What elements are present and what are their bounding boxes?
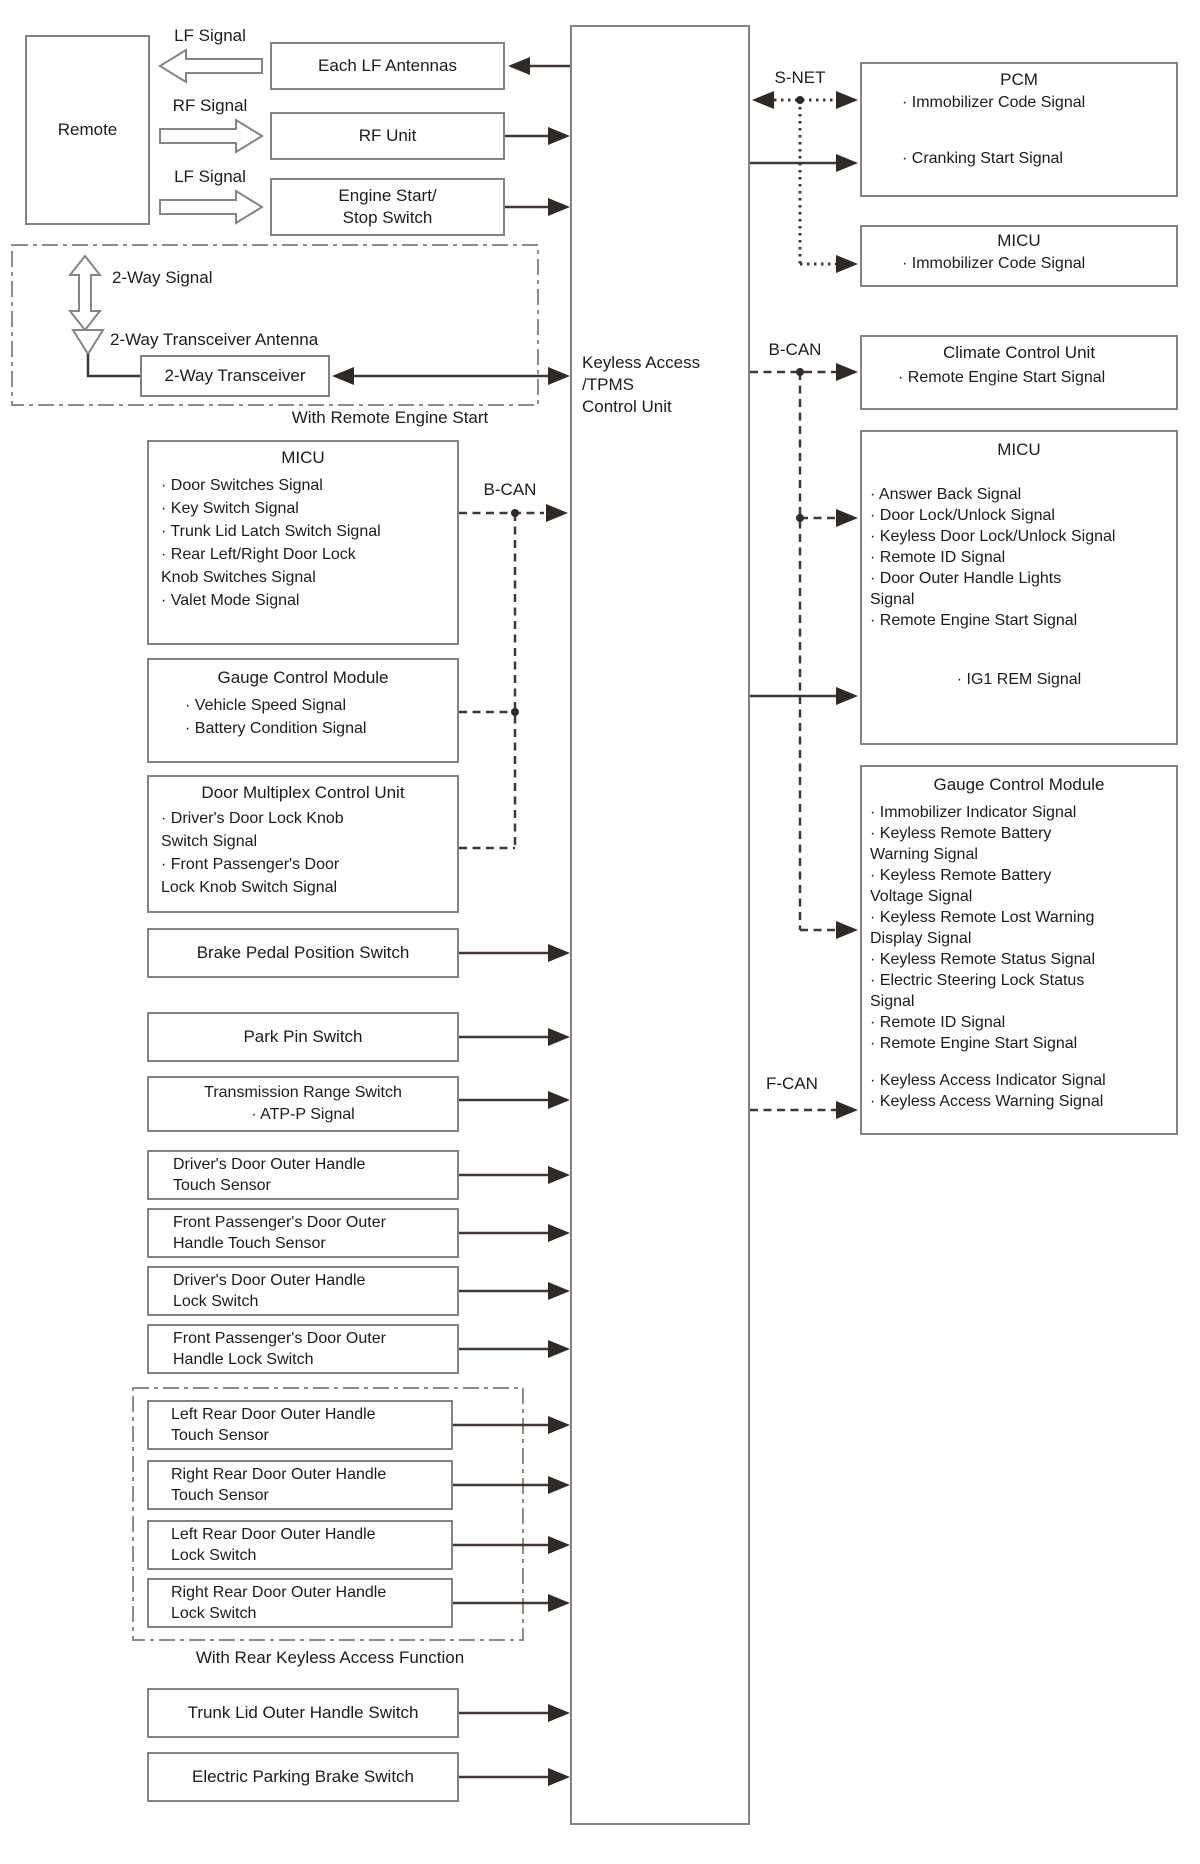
rf-signal-right-arrow-icon xyxy=(160,120,262,152)
right-rear-door-outer-handle-lock-switch-box: Right Rear Door Outer Handle Lock Switch xyxy=(147,1578,453,1628)
park-pin-switch-box: Park Pin Switch xyxy=(147,1012,459,1062)
with-rear-keyless-access-caption: With Rear Keyless Access Function xyxy=(195,1648,465,1667)
remote-box: Remote xyxy=(25,35,150,225)
left-rear-door-outer-handle-touch-sensor-box: Left Rear Door Outer Handle Touch Sensor xyxy=(147,1400,453,1450)
rf-signal-label: RF Signal xyxy=(172,96,248,115)
front-passengers-door-outer-handle-touch-sensor-box: Front Passenger's Door Outer Handle Touch Sensor xyxy=(147,1208,459,1258)
b-can-right-label: B-CAN xyxy=(768,340,822,359)
micu-immobilizer-box: MICU · Immobilizer Code Signal xyxy=(860,225,1178,287)
keyless-access-tpms-control-unit-box xyxy=(570,25,750,1825)
gauge-control-module-left-box: Gauge Control Module · Vehicle Speed Signal · Battery Condition Signal xyxy=(147,658,459,763)
lf-signal-label-1: LF Signal xyxy=(174,26,246,45)
ig1-rem-signal: · IG1 REM Signal xyxy=(956,671,1082,688)
two-way-transceiver-antenna-label: 2-Way Transceiver Antenna xyxy=(110,330,319,349)
f-can-label: F-CAN xyxy=(766,1074,818,1093)
rf-unit-box: RF Unit xyxy=(270,112,505,160)
s-net-bus xyxy=(752,91,858,273)
front-passengers-door-outer-handle-lock-switch-box: Front Passenger's Door Outer Handle Lock Switch xyxy=(147,1324,459,1374)
trunk-lid-outer-handle-switch-box: Trunk Lid Outer Handle Switch xyxy=(147,1688,459,1738)
two-way-signal-double-arrow-icon xyxy=(70,256,100,330)
lf-signal-left-arrow-icon xyxy=(160,50,262,82)
s-net-label: S-NET xyxy=(774,68,826,87)
right-rear-door-outer-handle-touch-sensor-box: Right Rear Door Outer Handle Touch Sensor xyxy=(147,1460,453,1510)
door-multiplex-control-unit-box: Door Multiplex Control Unit · Driver's Door Lock Knob Switch Signal · Front Passenger's Door Lock Knob Switch Signal xyxy=(147,775,459,913)
keyless-access-tpms-control-unit-label: Keyless Access /TPMS Control Unit xyxy=(582,353,701,416)
transmission-range-switch-box: Transmission Range Switch · ATP-P Signal xyxy=(147,1076,459,1132)
lf-signal-label-2: LF Signal xyxy=(174,167,246,186)
f-can-bus xyxy=(750,1101,858,1119)
micu-left-box: MICU · Door Switches Signal · Key Switch Signal · Trunk Lid Latch Switch Signal · Rear Left/Right Door Lock Knob Switches Signal · Valet Mode Signal xyxy=(147,440,459,645)
lf-signal-right-arrow-icon xyxy=(160,191,262,223)
b-can-left-bus xyxy=(459,504,568,848)
left-rear-door-outer-handle-lock-switch-box: Left Rear Door Outer Handle Lock Switch xyxy=(147,1520,453,1570)
electric-parking-brake-switch-box: Electric Parking Brake Switch xyxy=(147,1752,459,1802)
brake-pedal-position-switch-box: Brake Pedal Position Switch xyxy=(147,928,459,978)
drivers-door-outer-handle-lock-switch-box: Driver's Door Outer Handle Lock Switch xyxy=(147,1266,459,1316)
gauge-control-module-right-box: Gauge Control Module · Immobilizer Indicator Signal · Keyless Remote Battery Warning Signal · Keyless Remote Battery Voltage Signal · Keyless Remote Lost Warning Display Signal · Keyless Remote Status Signal · Electric Steering Lock Status Signal · Remote ID Signal · Remote Engine Start Signal · Keyless Access Indicator Signal · Keyless Access Warning Signal xyxy=(860,765,1178,1135)
climate-control-unit-box: Climate Control Unit · Remote Engine Start Signal xyxy=(860,335,1178,410)
engine-start-stop-switch-box: Engine Start/ Stop Switch xyxy=(270,178,505,236)
each-lf-antennas-box: Each LF Antennas xyxy=(270,42,505,90)
drivers-door-outer-handle-touch-sensor-box: Driver's Door Outer Handle Touch Sensor xyxy=(147,1150,459,1200)
two-way-signal-label: 2-Way Signal xyxy=(112,268,213,287)
b-can-right-bus xyxy=(750,363,858,939)
pcm-box: PCM · Immobilizer Code Signal · Cranking Start Signal xyxy=(860,62,1178,197)
with-remote-engine-start-caption: With Remote Engine Start xyxy=(291,408,489,427)
micu-right-box: MICU · Answer Back Signal · Door Lock/Unlock Signal · Keyless Door Lock/Unlock Signal · Remote ID Signal · Door Outer Handle Lights Signal · Remote Engine Start Signal · IG1 REM Signal xyxy=(860,430,1178,745)
two-way-transceiver-box: 2-Way Transceiver xyxy=(140,355,330,397)
b-can-left-label: B-CAN xyxy=(483,480,537,499)
